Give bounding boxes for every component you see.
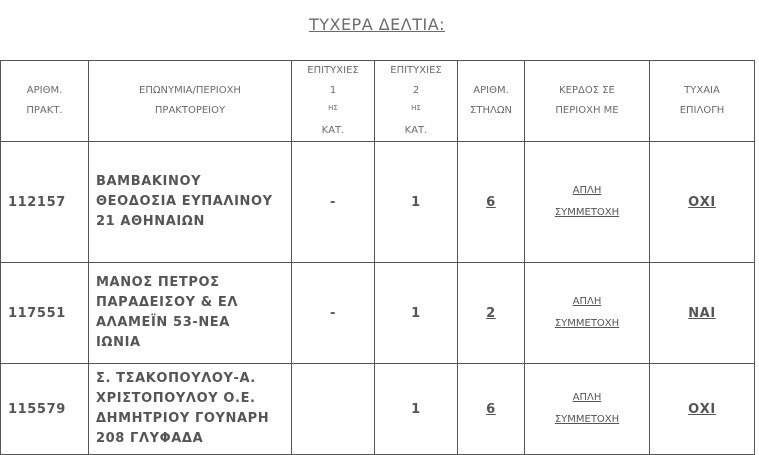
columns-link[interactable]: 2 — [486, 305, 496, 321]
header-wins-2nd: ΕΠΙΤΥΧΙΕΣ 2 $^{H\Sigma}$ ΚΑΤ. — [375, 61, 458, 142]
header-agency-name: ΕΠΩΝΥΜΙΑ/ΠΕΡΙΟΧΗ ΠΡΑΚΤΟΡΕΙΟΥ — [89, 61, 292, 142]
wins-2nd: 1 — [375, 364, 458, 455]
random-pick-link[interactable]: ΝΑΙ — [688, 305, 716, 321]
header-wins-1st: ΕΠΙΤΥΧΙΕΣ 1 $^{H\Sigma}$ ΚΑΤ. — [292, 61, 375, 142]
wins-2nd: 1 — [375, 142, 458, 263]
agency-name: Σ. ΤΣΑΚΟΠΟΥΛΟΥ-Α. ΧΡΙΣΤΟΠΟΥΛΟΥ Ο.Ε. ΔΗΜΗΤΡΙΟΥ ΓΟΥΝΑΡΗ 208 ΓΛΥΦΑΔΑ — [89, 364, 292, 455]
table-row — [1, 142, 755, 263]
table-row — [1, 364, 755, 455]
columns-link[interactable]: 6 — [486, 401, 496, 417]
table-header-row — [1, 61, 755, 142]
page-title: ΤΥΧΕΡΑ ΔΕΛΤΙΑ: — [308, 15, 446, 34]
gain-link[interactable]: ΑΠΛΗ ΣΥΜΜΕΤΟΧΗ — [525, 142, 650, 263]
agency-name: ΜΑΝΟΣ ΠΕΤΡΟΣ ΠΑΡΑΔΕΙΣΟΥ & ΕΛ ΑΛΑΜΕΪΝ 53-ΝΕΑ ΙΩΝΙΑ — [89, 263, 292, 364]
header-random: ΤΥΧΑΙΑ ΕΠΙΛΟΓΗ — [650, 61, 755, 142]
agency-name: ΒΑΜΒΑΚΙΝΟΥ ΘΕΟΔΟΣΙΑ ΕΥΠΑΛΙΝΟΥ 21 ΑΘΗΝΑΙΩΝ — [89, 142, 292, 263]
header-columns: ΑΡΙΘΜ. ΣΤΗΛΩΝ — [458, 61, 525, 142]
random-pick-link[interactable]: ΟΧΙ — [688, 401, 716, 417]
wins-1st: - — [292, 142, 375, 263]
wins-1st — [292, 364, 375, 455]
winning-tickets-table — [0, 60, 755, 455]
gain-link[interactable]: ΑΠΛΗ ΣΥΜΜΕΤΟΧΗ — [525, 364, 650, 455]
columns-link[interactable]: 6 — [486, 194, 496, 210]
wins-1st: - — [292, 263, 375, 364]
agency-number: 112157 — [1, 142, 89, 263]
header-gain: ΚΕΡΔΟΣ ΣΕ ΠΕΡΙΟΧΗ ΜΕ — [525, 61, 650, 142]
agency-number: 117551 — [1, 263, 89, 364]
gain-link[interactable]: ΑΠΛΗ ΣΥΜΜΕΤΟΧΗ — [525, 263, 650, 364]
random-pick-link[interactable]: ΟΧΙ — [688, 194, 716, 210]
table-row — [1, 263, 755, 364]
agency-number: 115579 — [1, 364, 89, 455]
wins-2nd: 1 — [375, 263, 458, 364]
header-agency-no: ΑΡΙΘΜ. ΠΡΑΚΤ. — [1, 61, 89, 142]
